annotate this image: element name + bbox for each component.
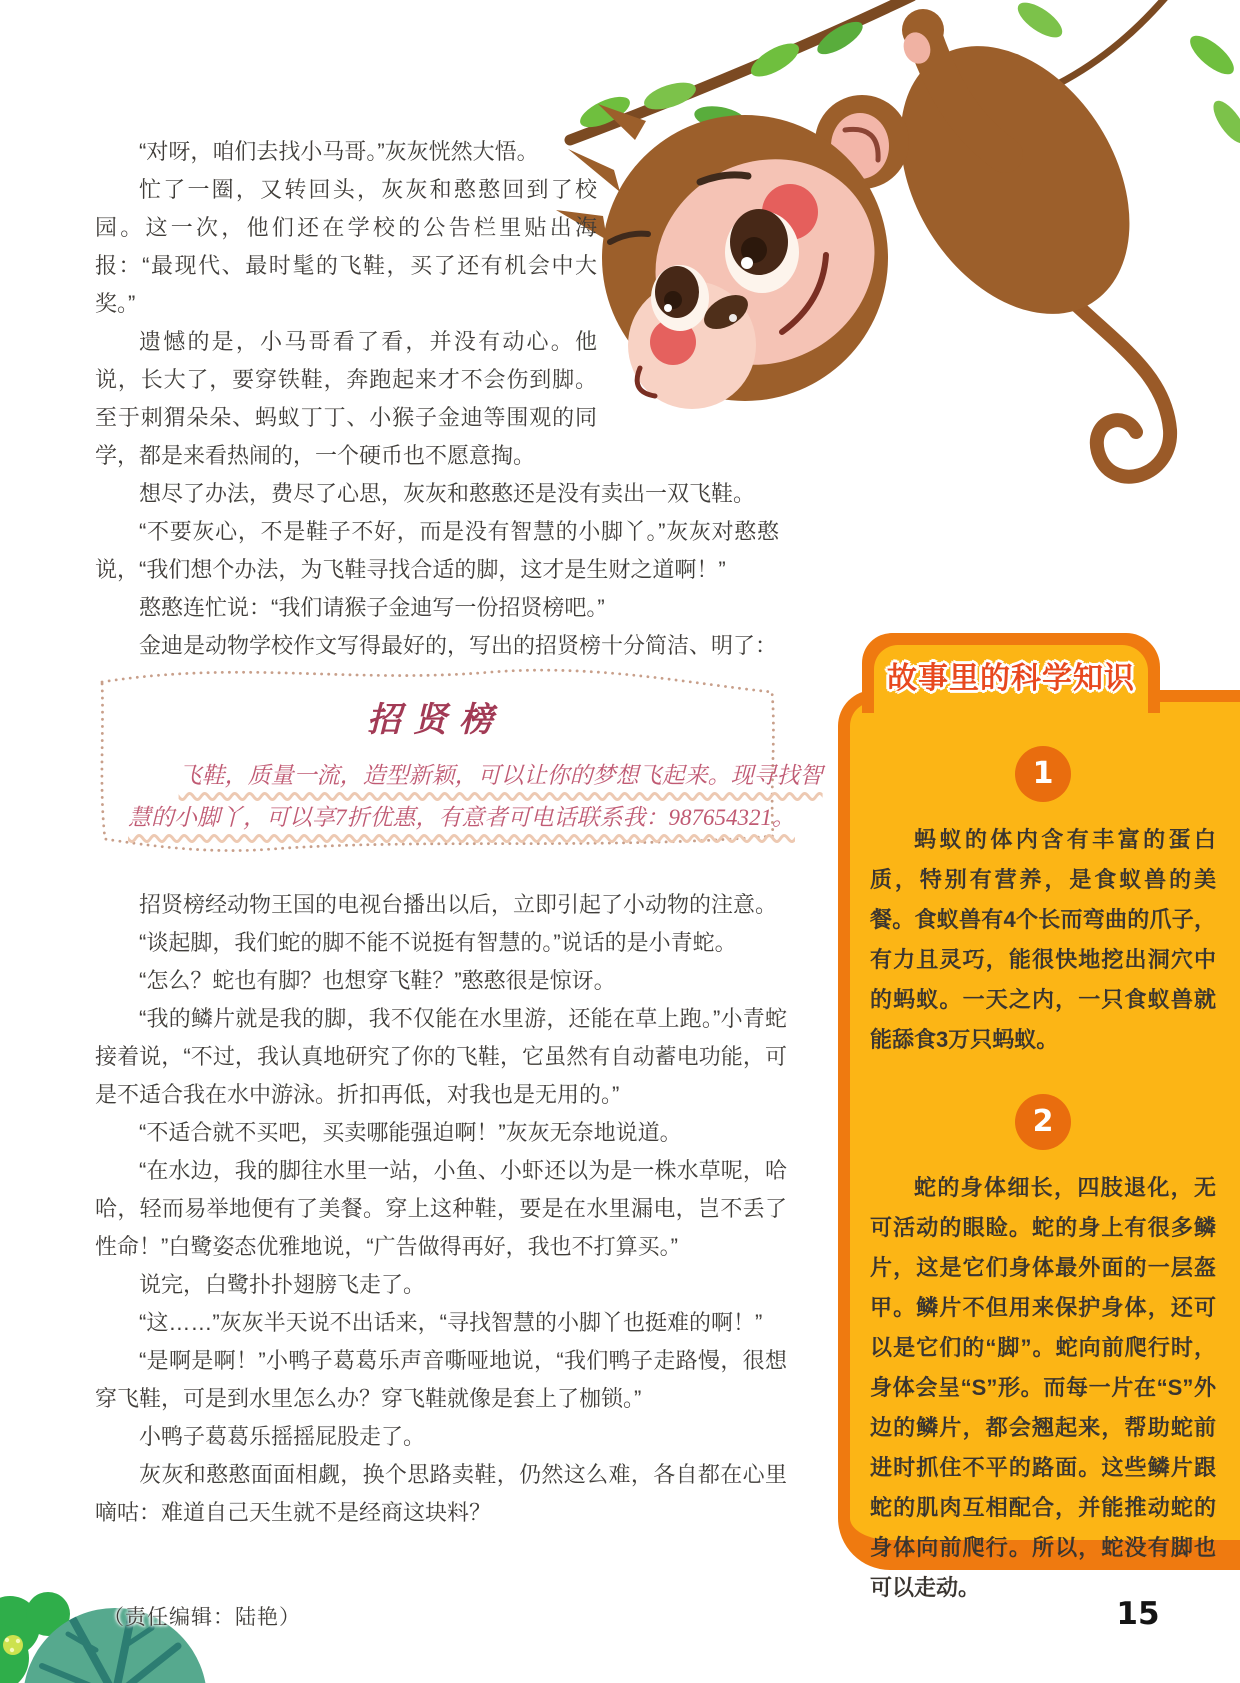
item-number-badge: 1: [1015, 746, 1071, 802]
story-text-upper: [95, 133, 779, 665]
notice-line: 慧的小脚丫，可以享7折优惠，有意者可电话联系我：987654321。: [128, 805, 795, 830]
story-paragraph: “怎么？蛇也有脚？也想穿飞鞋？”憨憨很是惊讶。: [139, 968, 616, 993]
story-paragraph: “是啊是啊！”小鸭子葛葛乐声音嘶哑地说，“我们鸭子走路慢，很想穿飞鞋，可是到水里怎么办？穿飞鞋就像是套上了枷锁。”: [95, 1348, 787, 1411]
page-number: 15: [1116, 1596, 1160, 1632]
story-paragraph: “不适合就不买吧，买卖哪能强迫啊！”灰灰无奈地说道。: [139, 1120, 682, 1145]
story-paragraph: 灰灰和憨憨面面相觑，换个思路卖鞋，仍然这么难，各自都在心里嘀咕：难道自己天生就不是经商这块料？: [95, 1462, 787, 1525]
story-paragraph: 忙了一圈，又转回头，灰灰和憨憨回到了校园。这一次，他们还在学校的公告栏里贴出海报：“最现代、最时髦的飞鞋，买了还有机会中大奖。”: [95, 177, 597, 316]
story-paragraph: 招贤榜经动物王国的电视台播出以后，立即引起了小动物的注意。: [139, 892, 778, 917]
story-paragraph: “在水边，我的脚往水里一站，小鱼、小虾还以为是一株水草呢，哈哈，轻而易举地便有了美餐。穿上这种鞋，要是在水里漏电，岂不丢了性命！”白鹭姿态优雅地说，“广告做得再好，我也不打算买。”: [95, 1158, 787, 1259]
science-box-content: [870, 712, 1216, 1608]
story-paragraph: 憨憨连忙说：“我们请猴子金迪写一份招贤榜吧。”: [139, 595, 605, 620]
story-paragraph: “不要灰心，不是鞋子不好，而是没有智慧的小脚丫。”灰灰对憨憨说，“我们想个办法，为飞鞋寻找合适的脚，这才是生财之道啊！”: [95, 519, 779, 582]
story-paragraph: “对呀，咱们去找小马哥。”灰灰恍然大悟。: [139, 139, 539, 164]
science-item: [870, 746, 1216, 1060]
story-paragraph: 遗憾的是，小马哥看了看，并没有动心。他说，长大了，要穿铁鞋，奔跑起来才不会伤到脚。至于刺猬朵朵、蚂蚁丁丁、小猴子金迪等围观的同学，都是来看热闹的，一个硬币也不愿意掏。: [95, 329, 597, 468]
story-text-lower: [95, 886, 787, 1532]
recruitment-notice: [92, 652, 823, 866]
notice-line: 飞鞋，质量一流，造型新颖，可以让你的梦想飞起来。现寻找智: [178, 763, 823, 788]
story-paragraph: “这……”灰灰半天说不出话来，“寻找智慧的小脚丫也挺难的啊！”: [139, 1310, 763, 1335]
notice-title: 招贤榜: [367, 702, 505, 739]
story-paragraph: “我的鳞片就是我的脚，我不仅能在水里游，还能在草上跑。”小青蛇接着说，“不过，我认真地研究了你的飞鞋，它虽然有自动蓄电功能，可是不适合我在水中游泳。折扣再低，对我也是无用的。”: [95, 1006, 787, 1107]
illustration-spacer: [597, 133, 779, 435]
story-paragraph: 想尽了办法，费尽了心思，灰灰和憨憨还是没有卖出一双飞鞋。: [139, 481, 756, 506]
story-paragraph: 说完，白鹭扑扑翅膀飞走了。: [139, 1272, 426, 1297]
science-box-title: 故事里的科学知识: [887, 662, 1135, 695]
science-item: [870, 1094, 1216, 1608]
item-number-badge: 2: [1015, 1094, 1071, 1150]
science-item-text: 蚂蚁的体内含有丰富的蛋白质，特别有营养，是食蚁兽的美餐。食蚁兽有4个长而弯曲的爪子，有力且灵巧，能很快地挖出洞穴中的蚂蚁。一天之内，一只食蚁兽就能舔食3万只蚂蚁。: [870, 827, 1216, 1052]
story-paragraph: 小鸭子葛葛乐摇摇屁股走了。: [139, 1424, 426, 1449]
editor-credit: （责任编辑：陆艳）: [103, 1606, 301, 1629]
science-item-text: 蛇的身体细长，四肢退化，无可活动的眼睑。蛇的身上有很多鳞片，这是它们身体最外面的一层盔甲。鳞片不但用来保护身体，还可以是它们的“脚”。蛇向前爬行时，身体会呈“S”形。而每一片在“S”外边的鳞片，都会翘起来，帮助蛇前进时抓住不平的路面。这些鳞片跟蛇的肌肉互相配合，并能推动蛇的身体向前爬行。所以，蛇没有脚也可以走动。: [870, 1175, 1216, 1600]
story-paragraph: “谈起脚，我们蛇的脚不能不说挺有智慧的。”说话的是小青蛇。: [139, 930, 737, 955]
story-paragraph: 金迪是动物学校作文写得最好的，写出的招贤榜十分简洁、明了：: [139, 633, 778, 658]
